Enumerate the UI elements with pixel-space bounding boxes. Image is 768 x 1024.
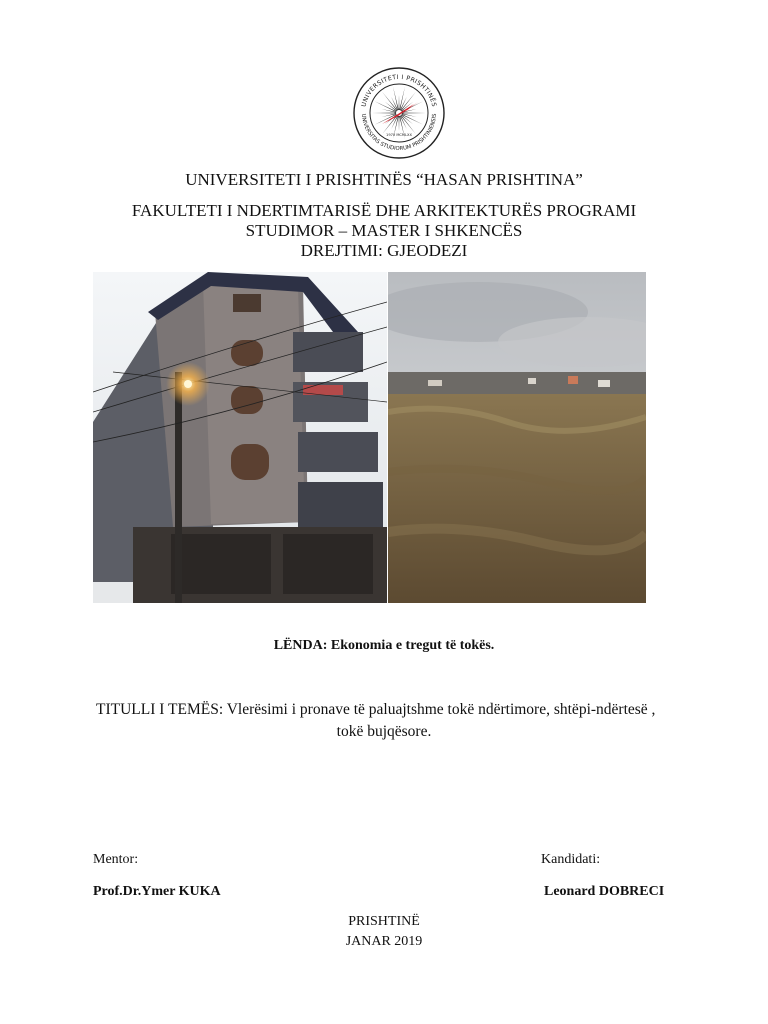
candidate-name: Leonard DOBRECI (544, 884, 665, 899)
faculty-line-1: FAKULTETI I NDERTIMTARISË DHE ARKITEKTURËS PROGRAMI (131, 201, 637, 220)
seal-year-text: 1970 MCMLXX (386, 133, 412, 137)
subject-line: LËNDA: Ekonomia e tregut të tokës. (273, 638, 495, 653)
grass-field-photo (388, 272, 646, 603)
footer-date: JANAR 2019 (345, 934, 423, 949)
mentor-name: Prof.Dr.Ymer KUKA (93, 884, 221, 899)
topic-title-line-1: TITULLI I TEMËS: Vlerësimi i pronave të paluajtshme tokë ndërtimore, shtëpi-ndërtesë , (96, 701, 656, 718)
topic-title-line-2: tokë bujqësore. (336, 723, 432, 740)
seal-ring-bottom-text: UNIVERSITAS STUDIORUM PRISHTINIENSIS (359, 113, 439, 153)
university-name: UNIVERSITETI I PRISHTINËS “HASAN PRISHTINA” (185, 170, 583, 189)
university-seal (352, 66, 446, 160)
faculty-line-2: STUDIMOR – MASTER I SHKENCËS (245, 221, 523, 240)
seal-emblem-icon (352, 66, 446, 160)
seal-ring-top-text: UNIVERSITETI I PRISHTINËS (360, 73, 438, 108)
footer-city: PRISHTINË (348, 914, 420, 929)
candidate-label: Kandidati: (541, 852, 601, 867)
apartment-building-photo (93, 272, 387, 603)
study-direction: DREJTIMI: GJEODEZI (300, 241, 468, 260)
mentor-label: Mentor: (93, 852, 139, 867)
cover-photos (93, 272, 646, 603)
